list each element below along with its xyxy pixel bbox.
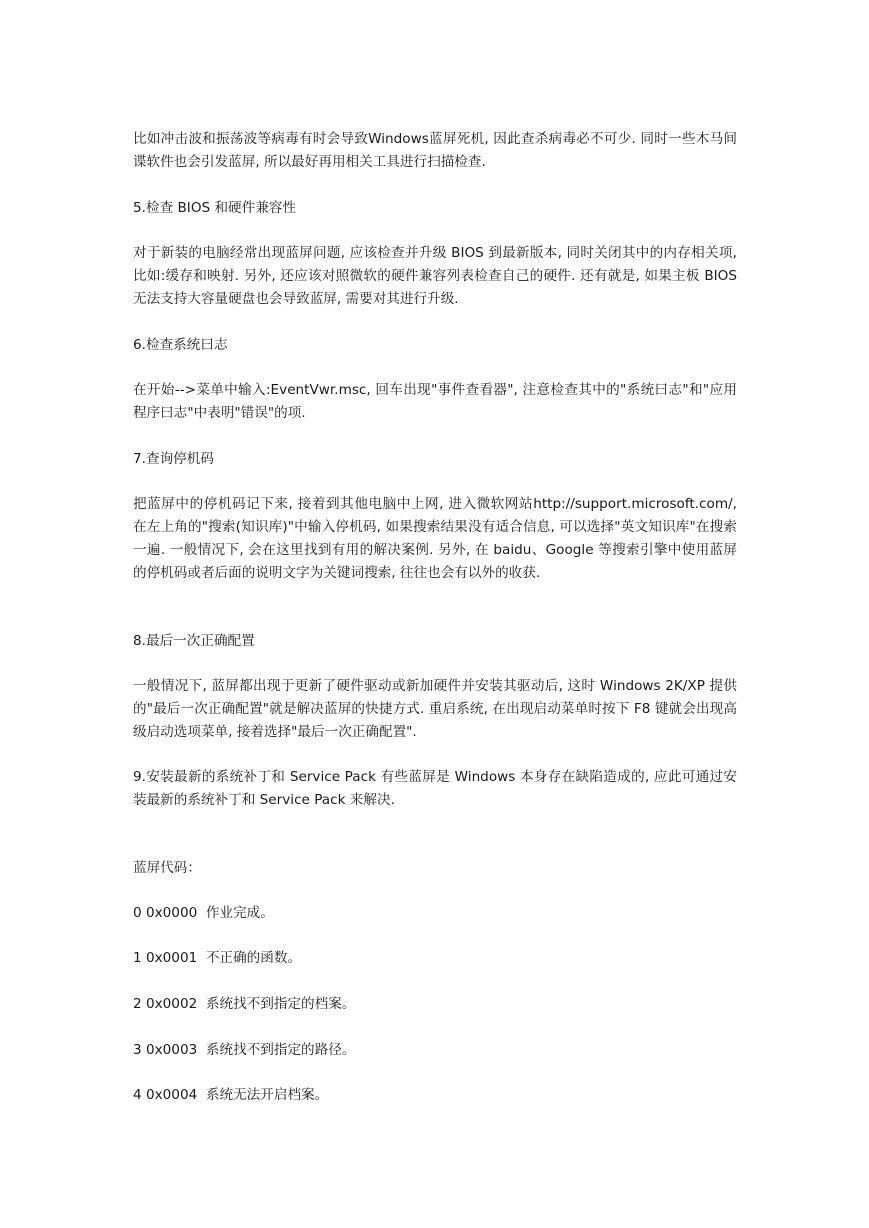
heading-system-log: 6.检查系统曰志 [133,337,228,353]
code-line: 2 0x0002 系统找不到指定的档案。 [133,996,356,1012]
paragraph-virus-scan: 比如冲击波和振荡波等病毒有时会导致Windows蓝屏死机, 因此查杀病毒必不可少. 同时一些木马间谍软件也会引发蓝屏, 所以最好再用相关工具进行扫描检查. [133,131,737,170]
code-line: 0 0x0000 作业完成。 [133,905,274,921]
code-line: 1 0x0001 不正确的函数。 [133,950,302,966]
heading-stop-code: 7.查询停机码 [133,451,214,467]
code-line: 3 0x0003 系统找不到指定的路径。 [133,1042,356,1058]
heading-last-known-good: 8.最后一次正确配置 [133,633,255,649]
code-line: 4 0x0004 系统无法开启档案。 [133,1087,329,1103]
paragraph-system-log: 在开始-->菜单中输入:EventVwr.msc, 回车出现"事件查看器", 注意检查其中的"系统曰志"和"应用程序曰志"中表明"错误"的项. [133,382,737,421]
heading-bsod-codes: 蓝屏代码： [133,860,201,876]
paragraph-last-known-good: 一般情况下, 蓝屏都出现于更新了硬件驱动或新加硬件并安装其驱动后, 这时 Windows 2K/XP 提供的"最后一次正确配置"就是解决蓝屏的快捷方式. 重启系统, 在出现启动菜单时按下 F8 键就会出现高级启动选项菜单, 接着选择"最后一次正确配置". [133,678,737,740]
paragraph-bios-compat: 对于新装的电脑经常出现蓝屏问题, 应该检查并升级 BIOS 到最新版本, 同时关闭其中的内存相关项, 比如:缓存和映射. 另外, 还应该对照微软的硬件兼容列表检查自己的硬件. 还有就是, 如果主板 BIOS 无法支持大容量硬盘也会导致蓝屏, 需要对其进行升级. [133,245,737,307]
paragraph-stop-code: 把蓝屏中的停机码记下来, 接着到其他电脑中上网, 进入微软网站http://support.microsoft.com/, 在左上角的"搜索(知识库)"中输入停机码, 如果搜索结果没有适合信息, 可以选择"英文知识库"在搜索一遍. 一般情况下, 会在这里找到有用的解决案例. 另外, 在 baidu、Google 等搜索引擎中使用蓝屏的停机码或者后面的说明文字为关键词搜索, 往往也会有以外的收获. [133,496,737,581]
paragraph-install-patches: 9.安装最新的系统补丁和 Service Pack 有些蓝屏是 Windows 本身存在缺陷造成的, 应此可通过安装最新的系统补丁和 Service Pack 来解决. [133,769,737,808]
heading-bios-compat: 5.检查 BIOS 和硬件兼容性 [133,200,297,216]
